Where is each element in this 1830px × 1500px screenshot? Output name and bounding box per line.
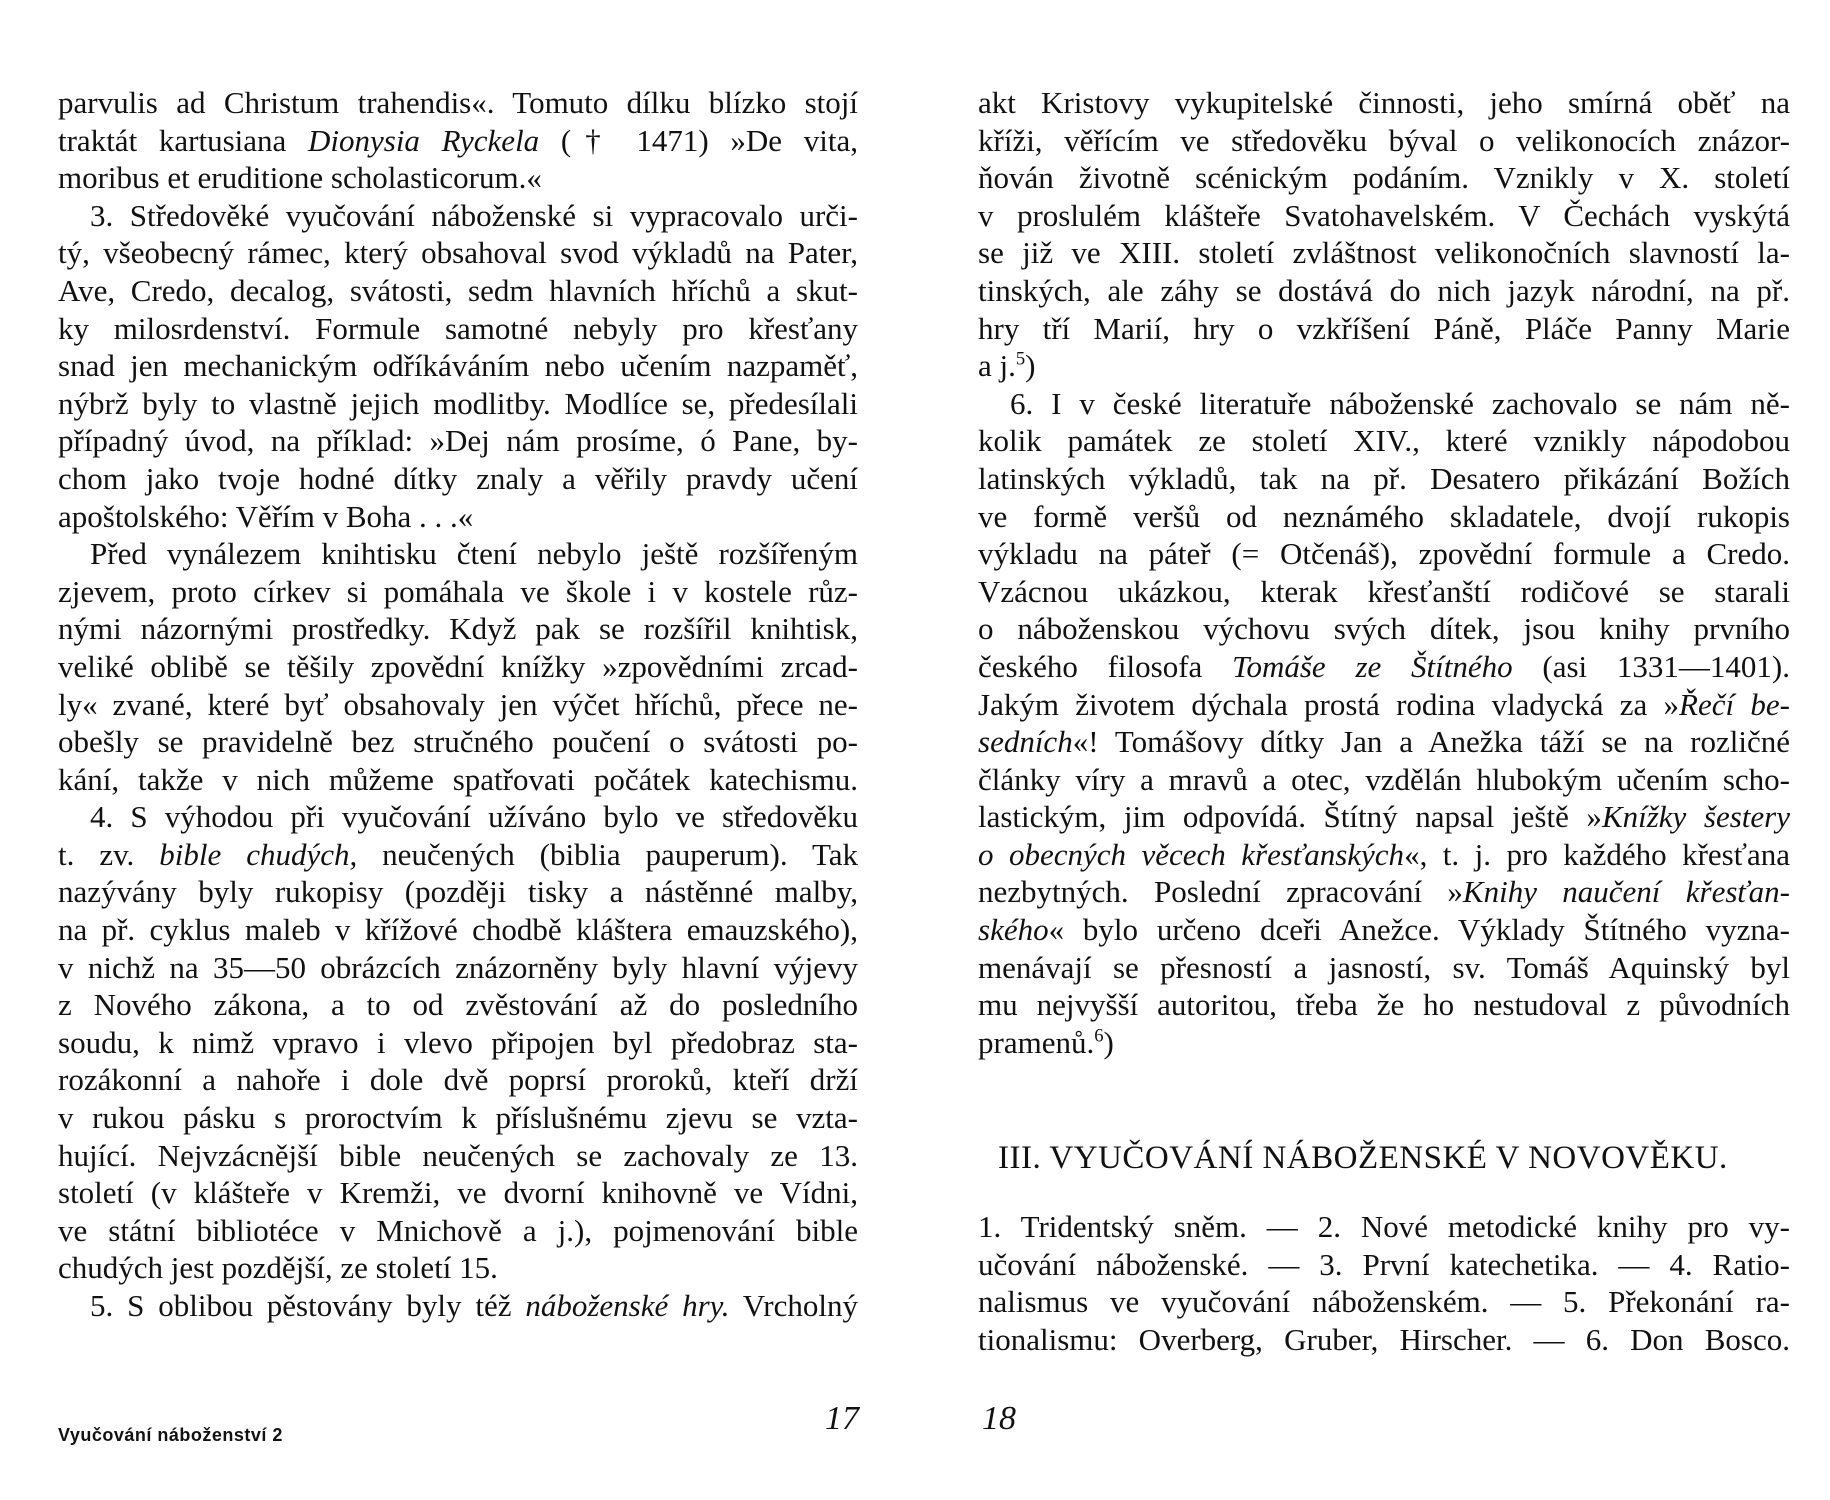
signature-footer: Vyučování náboženství 2 [58, 1425, 283, 1445]
text-line [58, 836, 858, 874]
text-segment: « bylo určeno dceři Anežce. Výklady Štítného vyzna- [1048, 912, 1790, 948]
text-line: se již ve XIII. století zvláštnost velikonočních slavností la- [978, 235, 1790, 271]
text-line: případný úvod, na příklad: »Dej nám prosíme, ó Pane, by- [58, 423, 858, 459]
book-title: Řečí be- [1679, 686, 1790, 722]
text-segment: ) [1025, 348, 1036, 384]
text-segment: (asi 1331—1401). [1512, 648, 1790, 684]
text-line: akt Kristovy vykupitelské činnosti, jeho smírná oběť na [978, 85, 1790, 120]
text-segment: 5. S oblibou pěstovány byly též [90, 1288, 526, 1323]
text-line: menávají se přesností a jasností, sv. Tomáš Aquinský byl [978, 949, 1790, 985]
text-line: o náboženskou výchovu svých dítek, jsou knihy prvního [978, 611, 1790, 647]
book-title: ského [978, 912, 1049, 948]
text-segment: traktát kartusiana [58, 122, 308, 158]
text-line: ve formě veršů od neznámého skladatele, dvojí rukopis [978, 498, 1790, 534]
text-line [58, 122, 858, 160]
page-number-left: 17 [825, 1400, 859, 1437]
book-title: Knihy naučení křesťan- [1462, 874, 1790, 910]
text-line [58, 1287, 858, 1325]
footnote-marker: 6 [1094, 1025, 1104, 1047]
text-line: ňován životně scénickým podáním. Vznikly v X. století [978, 160, 1790, 196]
text-line: moribus et eruditione scholasticorum.« [58, 160, 542, 196]
text-segment: Jakým životem dýchala prostá rodina vladycká za » [978, 686, 1680, 722]
text-segment: t. zv. [58, 836, 160, 872]
text-line [978, 873, 1790, 911]
author-name: Tomáše ze Štítného [1232, 648, 1513, 684]
chapter-summary [978, 1208, 1790, 1358]
text-line: v nichž na 35—50 obrázcích znázorněny byly hlavní výjevy [58, 949, 858, 985]
text-line: hry tří Marií, hry o vzkříšení Páně, Pláče Panny Marie [978, 310, 1790, 346]
text-line: nazývány byly rukopisy (později tisky a nástěnné malby, [58, 874, 858, 910]
summary-line: nalismus ve vyučování náboženském. — 5. Překonání ra- [978, 1284, 1790, 1320]
text-line: nými názornými prostředky. Když pak se rozšířil knihtisk, [58, 611, 858, 647]
summary-line: učování náboženské. — 3. První katechetika. — 4. Ratio- [978, 1246, 1790, 1282]
text-line: chom jako tvoje hodné dítky znaly a věřily pravdy učení [58, 460, 858, 496]
text-line: zjevem, proto církev si pomáhala ve škole i v kostele růz- [58, 573, 858, 609]
text-line: století (v klášteře v Kremži, ve dvorní knihovně ve Vídni, [58, 1175, 858, 1211]
text-segment: ) [1103, 1024, 1114, 1060]
text-line: 3. Středověké vyučování náboženské si vypracovalo urči- [90, 197, 858, 233]
text-line: ve státní bibliotéce v Mnichově a j.), pojmenování bible [58, 1212, 858, 1248]
text-segment: neučených (biblia pauperum). Tak [357, 836, 858, 872]
footnote-marker: 5 [1015, 348, 1026, 370]
page-number-right: 18 [982, 1400, 1016, 1437]
text-line: nýbrž byly to vlastně jejich modlitby. Modlíce se, předesílali [58, 385, 858, 421]
text-line: kříži, věřícím ve středověku býval o velikonocích znázor- [978, 122, 1790, 158]
text-line [978, 911, 1790, 949]
text-segment: lastickým, jim odpovídá. Štítný napsal ještě » [978, 799, 1602, 835]
book-title: o obecných věcech křesťanských [978, 836, 1405, 872]
chapter-heading: III. VYUČOVÁNÍ NÁBOŽENSKÉ V NOVOVĚKU. [998, 1140, 1728, 1176]
summary-line: 1. Tridentský sněm. — 2. Nové metodické knihy pro vy- [978, 1209, 1790, 1244]
text-line: soudu, k nimž vpravo i vlevo připojen byl předobraz sta- [58, 1024, 858, 1060]
right-page-text [978, 84, 1790, 1061]
text-line: 6. I v české literatuře náboženské zachovalo se nám ně- [1010, 385, 1790, 421]
text-segment: a j. [978, 348, 1016, 384]
text-line [978, 836, 1790, 874]
text-line: parvulis ad Christum trahendis«. Tomuto dílku blízko stojí [58, 85, 858, 120]
text-line: veliké oblibě se těšily zpovědní knížky »zpovědními zrcad- [58, 648, 858, 684]
text-line: snad jen mechanickým odříkáváním nebo učením nazpaměť, [58, 348, 858, 384]
text-segment: pramenů. [978, 1024, 1095, 1060]
book-title: sedních [978, 724, 1073, 760]
text-segment: «, t. j. pro každého křesťana [1404, 836, 1790, 872]
text-line: kolik památek ze století XIV., které vznikly nápodobou [978, 423, 1790, 459]
text-line [978, 723, 1790, 761]
text-line: Před vynálezem knihtisku čtení nebylo ještě rozšířeným [90, 536, 858, 572]
text-line: 4. S výhodou při vyučování užíváno bylo ve středověku [90, 799, 858, 835]
text-line: Ave, Credo, decalog, svátosti, sedm hlavních hříchů a skut- [58, 272, 858, 308]
text-line: obešly se pravidelně bez stručného poučení o svátosti po- [58, 724, 858, 760]
text-line: v proslulém klášteře Svatohavelském. V Čechách vyskýtá [978, 197, 1790, 233]
text-line [978, 798, 1790, 836]
text-segment: nezbytných. Poslední zpracování » [978, 874, 1463, 910]
text-line [978, 686, 1790, 724]
summary-line: tionalismu: Overberg, Gruber, Hirscher. — 6. Don Bosco. [978, 1321, 1790, 1357]
text-line: apoštolského: Věřím v Boha . . .« [58, 498, 474, 534]
text-line: v rukou pásku s proroctvím k příslušnému zjevu se vzta- [58, 1100, 858, 1136]
book-title: Knížky šestery [1601, 799, 1790, 835]
text-line: tinských, ale záhy se dostává do nich jazyk národní, na př. [978, 272, 1790, 308]
text-line: ky milosrdenství. Formule samotné nebyly pro křesťany [58, 310, 858, 346]
text-line: chudých jest pozdější, ze století 15. [58, 1250, 498, 1286]
text-line [978, 347, 1790, 385]
text-segment: českého filosofa [978, 648, 1233, 684]
text-line: kání, takže v nich můžeme spatřovati počátek katechismu. [58, 761, 858, 797]
text-line [978, 648, 1790, 686]
text-segment: († 1471) »De vita, [539, 122, 858, 158]
text-line: hující. Nejvzácnější bible neučených se zachovaly ze 13. [58, 1137, 858, 1173]
text-line: Vzácnou ukázkou, kterak křesťanští rodičové se starali [978, 573, 1790, 609]
text-segment: Vrcholný [729, 1288, 858, 1323]
text-line: ly« zvané, které byť obsahovaly jen výčet hříchů, přece ne- [58, 686, 858, 722]
left-page-text [58, 84, 858, 1325]
text-line: tý, všeobecný rámec, který obsahoval svod výkladů na Pater, [58, 235, 858, 271]
text-line: výkladu na páteř (= Otčenáš), zpovědní formule a Credo. [978, 536, 1790, 572]
text-line: latinských výkladů, tak na př. Desatero přikázání Božích [978, 460, 1790, 496]
italic-term: náboženské hry. [525, 1288, 730, 1323]
text-line: na př. cyklus maleb v křížové chodbě kláštera emauzského), [58, 912, 858, 948]
italic-term: bible chudých, [159, 836, 358, 872]
author-name: Dionysia Ryckela [308, 122, 540, 158]
text-line: z Nového zákona, a to od zvěstování až do posledního [58, 987, 858, 1023]
text-line: mu nejvyšší autoritou, třeba že ho nestudoval z původních [978, 987, 1790, 1023]
text-line: články víry a mravů a otec, vzdělán hlubokým učením scho- [978, 761, 1790, 797]
text-line: rozákonní a nahoře i dole dvě poprsí proroků, kteří drží [58, 1062, 858, 1098]
text-line [978, 1024, 1790, 1062]
text-segment: «! Tomášovy dítky Jan a Anežka táží se na rozličné [1072, 724, 1790, 760]
